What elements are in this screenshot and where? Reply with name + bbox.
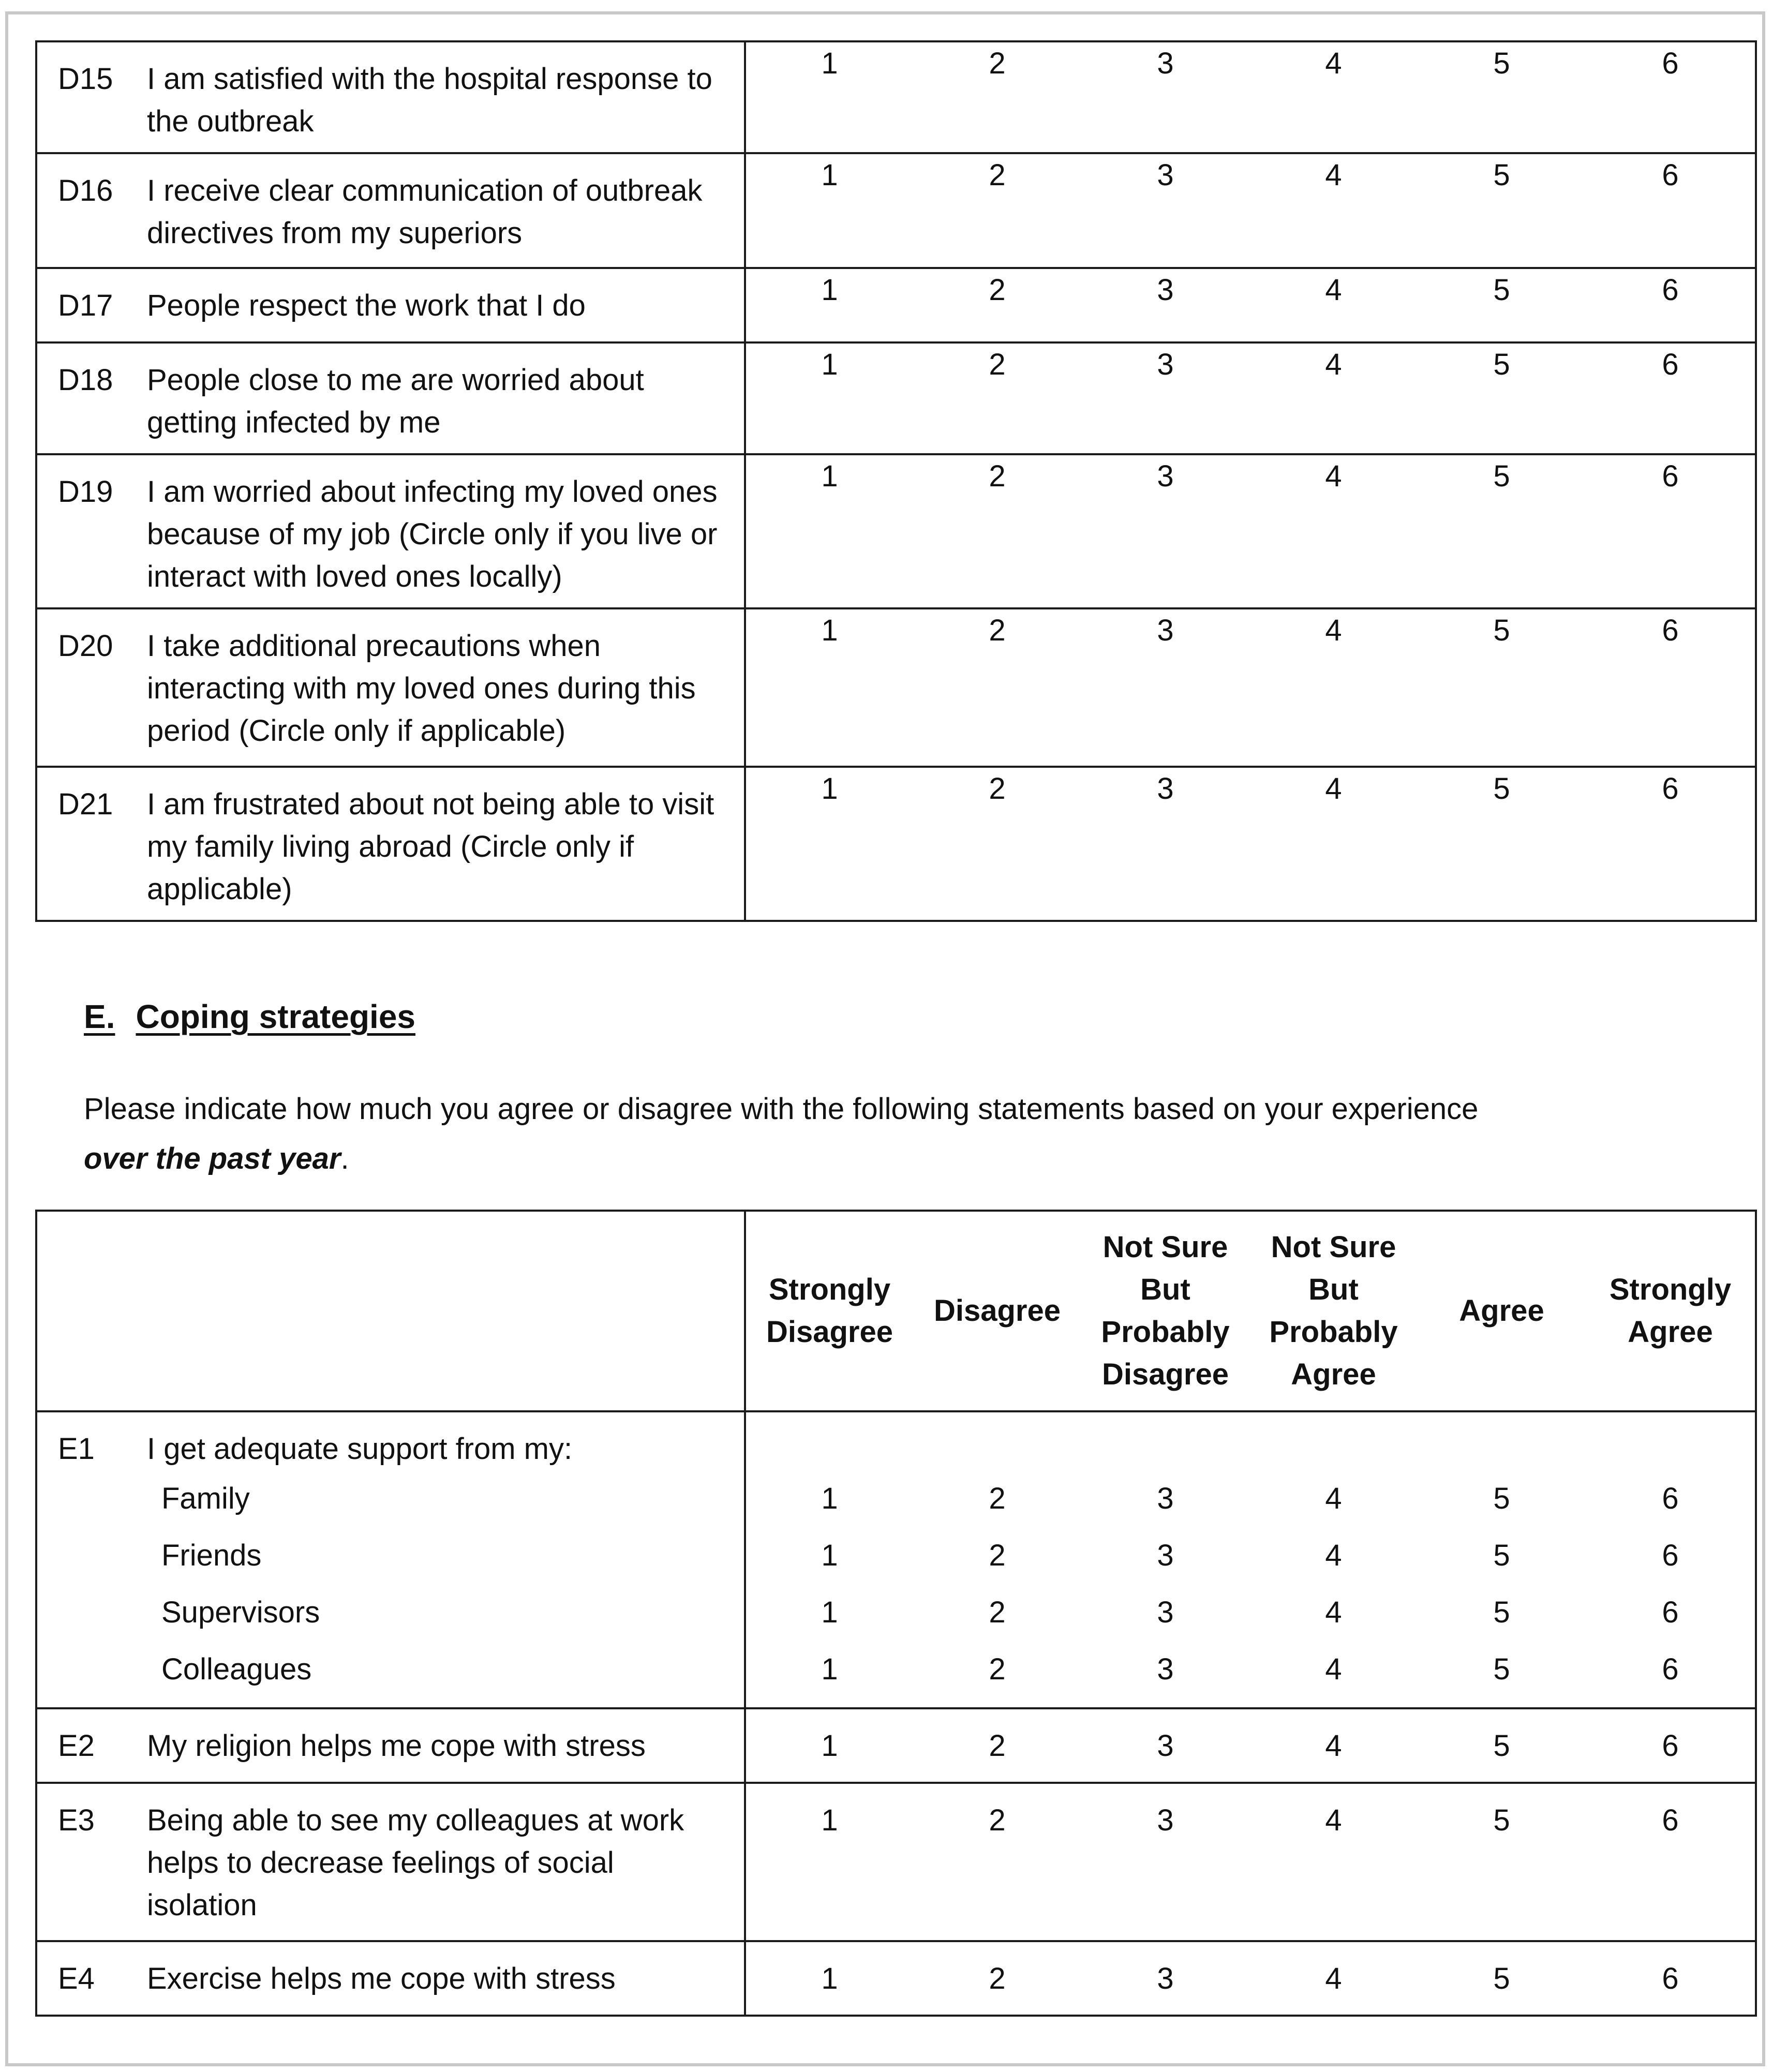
- question-text: I take additional precautions when interacting with my loved ones during this period (Circle only if applicable): [147, 629, 696, 748]
- header-not-sure-probably-disagree: Not Sure But Probably Disagree: [1081, 1211, 1249, 1411]
- question-cell: [36, 41, 745, 153]
- rating-option-5[interactable]: 5: [1418, 608, 1586, 767]
- rating-option-4[interactable]: 4: [1249, 1941, 1418, 2016]
- rating-option-4[interactable]: 4: [1325, 1596, 1342, 1629]
- rating-option-3[interactable]: 3: [1081, 608, 1249, 767]
- rating-option-1[interactable]: 1: [745, 153, 913, 268]
- rating-option-4[interactable]: 4: [1325, 1482, 1342, 1515]
- rating-option-3[interactable]: 3: [1081, 1941, 1249, 2016]
- rating-option-4[interactable]: 4: [1249, 608, 1418, 767]
- sub-item-label: Friends: [161, 1539, 262, 1572]
- rating-option-5[interactable]: 5: [1418, 454, 1586, 608]
- rating-option-2[interactable]: 2: [913, 268, 1081, 342]
- rating-option-6[interactable]: 6: [1662, 1539, 1679, 1572]
- rating-option-2[interactable]: 2: [913, 153, 1081, 268]
- question-text: Being able to see my colleagues at work helps to decrease feelings of social isolation: [147, 1803, 684, 1922]
- rating-option-2[interactable]: 2: [989, 1539, 1006, 1572]
- rating-option-5[interactable]: 5: [1418, 153, 1586, 268]
- rating-option-6[interactable]: 6: [1586, 608, 1756, 767]
- instructions-emphasis: over the past year: [84, 1142, 341, 1175]
- sub-item-label: Supervisors: [161, 1596, 320, 1629]
- rating-option-2[interactable]: 2: [913, 608, 1081, 767]
- rating-option-3[interactable]: 3: [1081, 41, 1249, 153]
- question-id: D19: [58, 475, 113, 509]
- rating-option-5[interactable]: 5: [1418, 1941, 1586, 2016]
- question-id: D15: [58, 62, 113, 96]
- sub-item-label: Colleagues: [161, 1652, 312, 1686]
- support-sub-items: [37, 1470, 744, 1707]
- rating-option-1[interactable]: 1: [745, 1783, 913, 1941]
- question-id: D20: [58, 629, 113, 663]
- rating-option-1[interactable]: 1: [745, 1708, 913, 1783]
- header-disagree: Disagree: [913, 1211, 1081, 1411]
- header-not-sure-probably-agree: Not Sure But Probably Agree: [1249, 1211, 1418, 1411]
- rating-option-1[interactable]: 1: [745, 767, 913, 921]
- rating-option-6[interactable]: 6: [1662, 1482, 1679, 1515]
- question-text: People close to me are worried about getting infected by me: [147, 363, 644, 439]
- rating-option-6[interactable]: 6: [1586, 1708, 1756, 1783]
- rating-column-5: [1418, 1411, 1586, 1708]
- section-e-letter: E.: [84, 998, 115, 1035]
- rating-option-2[interactable]: 2: [913, 767, 1081, 921]
- rating-option-6[interactable]: 6: [1586, 1941, 1756, 2016]
- header-strongly-agree: Strongly Agree: [1586, 1211, 1756, 1411]
- rating-column-4: [1249, 1411, 1418, 1708]
- rating-option-4[interactable]: 4: [1249, 268, 1418, 342]
- rating-option-2[interactable]: 2: [989, 1652, 1006, 1686]
- section-e-rows: [36, 1411, 1756, 2016]
- rating-option-5[interactable]: 5: [1493, 1539, 1510, 1572]
- header-blank-cell: [36, 1211, 745, 1411]
- rating-option-3[interactable]: 3: [1081, 767, 1249, 921]
- rating-option-4[interactable]: 4: [1249, 454, 1418, 608]
- rating-option-2[interactable]: 2: [989, 1596, 1006, 1629]
- rating-option-2[interactable]: 2: [913, 1708, 1081, 1783]
- rating-option-6[interactable]: 6: [1586, 342, 1756, 454]
- rating-option-2[interactable]: 2: [913, 1941, 1081, 2016]
- rating-column-3: [1081, 1411, 1249, 1708]
- rating-option-1[interactable]: 1: [821, 1652, 838, 1686]
- rating-option-3[interactable]: 3: [1157, 1652, 1174, 1686]
- rating-option-5[interactable]: 5: [1418, 41, 1586, 153]
- header-strongly-disagree: Strongly Disagree: [745, 1211, 913, 1411]
- document-page: [5, 11, 1765, 2066]
- rating-option-5[interactable]: 5: [1418, 268, 1586, 342]
- question-id: E2: [58, 1729, 95, 1763]
- question-id: D16: [58, 174, 113, 207]
- rating-column-6: [1586, 1411, 1756, 1708]
- question-text: I receive clear communication of outbreak directives from my superiors: [147, 174, 703, 250]
- instructions-suffix: .: [340, 1142, 349, 1175]
- rating-option-6[interactable]: 6: [1586, 153, 1756, 268]
- rating-option-1[interactable]: 1: [745, 268, 913, 342]
- question-cell: [36, 1783, 745, 1941]
- rating-option-4[interactable]: 4: [1249, 1708, 1418, 1783]
- rating-option-4[interactable]: 4: [1249, 342, 1418, 454]
- rating-option-6[interactable]: 6: [1662, 1652, 1679, 1686]
- question-id: E3: [58, 1803, 95, 1837]
- question-text: I am satisfied with the hospital response to the outbreak: [147, 62, 712, 138]
- section-d-rows: [36, 41, 1756, 921]
- rating-option-6[interactable]: 6: [1586, 41, 1756, 153]
- rating-option-5[interactable]: 5: [1493, 1652, 1510, 1686]
- rating-option-3[interactable]: 3: [1157, 1596, 1174, 1629]
- rating-option-3[interactable]: 3: [1081, 153, 1249, 268]
- instructions-text: Please indicate how much you agree or disagree with the following statements based on your experience: [84, 1092, 1479, 1126]
- rating-option-1[interactable]: 1: [745, 454, 913, 608]
- rating-option-1[interactable]: 1: [821, 1539, 838, 1572]
- rating-option-5[interactable]: 5: [1418, 1708, 1586, 1783]
- rating-option-4[interactable]: 4: [1325, 1652, 1342, 1686]
- rating-option-6[interactable]: 6: [1586, 454, 1756, 608]
- question-text: I am worried about infecting my loved ones because of my job (Circle only if you live or interact with loved ones locally): [147, 475, 718, 593]
- question-id: D17: [58, 289, 113, 322]
- question-cell: [36, 767, 745, 921]
- section-e-title: Coping strategies: [136, 998, 415, 1035]
- rating-option-2[interactable]: 2: [913, 454, 1081, 608]
- rating-option-2[interactable]: 2: [989, 1482, 1006, 1515]
- rating-option-3[interactable]: 3: [1157, 1539, 1174, 1572]
- rating-option-6[interactable]: 6: [1586, 767, 1756, 921]
- rating-option-6[interactable]: 6: [1662, 1596, 1679, 1629]
- rating-option-1[interactable]: 1: [745, 608, 913, 767]
- question-row-d16: [36, 153, 1756, 268]
- rating-option-2[interactable]: 2: [913, 342, 1081, 454]
- section-d-table: [35, 40, 1757, 922]
- question-row-e4: [36, 1941, 1756, 2016]
- rating-column-2: [913, 1411, 1081, 1708]
- question-row-d17: [36, 268, 1756, 342]
- question-cell: [36, 342, 745, 454]
- rating-option-5[interactable]: 5: [1418, 342, 1586, 454]
- question-text: Exercise helps me cope with stress: [147, 1962, 616, 1995]
- rating-option-4[interactable]: 4: [1249, 767, 1418, 921]
- rating-option-3[interactable]: 3: [1081, 1708, 1249, 1783]
- scale-header-row: [36, 1211, 1756, 1411]
- question-cell: [36, 1411, 745, 1708]
- question-text: I get adequate support from my:: [147, 1432, 573, 1466]
- question-row-d21: [36, 767, 1756, 921]
- rating-option-6[interactable]: 6: [1586, 1783, 1756, 1941]
- section-e-table: [35, 1210, 1757, 2017]
- rating-option-1[interactable]: 1: [745, 1941, 913, 2016]
- question-cell: [36, 608, 745, 767]
- section-e-instructions: [84, 1084, 1636, 1184]
- rating-option-5[interactable]: 5: [1493, 1482, 1510, 1515]
- question-row-e1: [36, 1411, 1756, 1708]
- question-row-d19: [36, 454, 1756, 608]
- question-row-d18: [36, 342, 1756, 454]
- rating-option-2[interactable]: 2: [913, 1783, 1081, 1941]
- rating-option-3[interactable]: 3: [1081, 1783, 1249, 1941]
- question-text: My religion helps me cope with stress: [147, 1729, 646, 1763]
- question-cell: [36, 153, 745, 268]
- rating-option-1[interactable]: 1: [821, 1596, 838, 1629]
- question-cell: [36, 1941, 745, 2016]
- header-agree: Agree: [1418, 1211, 1586, 1411]
- rating-option-4[interactable]: 4: [1325, 1539, 1342, 1572]
- question-id: D21: [58, 787, 113, 821]
- question-row-d15: [36, 41, 1756, 153]
- question-text: People respect the work that I do: [147, 289, 586, 322]
- question-cell: [36, 1708, 745, 1783]
- rating-option-1[interactable]: 1: [745, 342, 913, 454]
- question-row-d20: [36, 608, 1756, 767]
- rating-option-2[interactable]: 2: [913, 41, 1081, 153]
- sub-item-label: Family: [161, 1482, 250, 1515]
- question-row-e3: [36, 1783, 1756, 1941]
- rating-option-5[interactable]: 5: [1418, 767, 1586, 921]
- rating-option-4[interactable]: 4: [1249, 1783, 1418, 1941]
- rating-option-1[interactable]: 1: [821, 1482, 838, 1515]
- section-e-heading: [84, 997, 415, 1036]
- rating-option-6[interactable]: 6: [1586, 268, 1756, 342]
- rating-option-5[interactable]: 5: [1418, 1783, 1586, 1941]
- question-cell: [36, 454, 745, 608]
- rating-option-4[interactable]: 4: [1249, 153, 1418, 268]
- question-id: D18: [58, 363, 113, 397]
- rating-option-5[interactable]: 5: [1493, 1596, 1510, 1629]
- rating-option-1[interactable]: 1: [745, 41, 913, 153]
- rating-option-3[interactable]: 3: [1081, 342, 1249, 454]
- rating-option-4[interactable]: 4: [1249, 41, 1418, 153]
- question-cell: [36, 268, 745, 342]
- question-text: I am frustrated about not being able to visit my family living abroad (Circle only if applicable): [147, 787, 714, 906]
- question-row-e2: [36, 1708, 1756, 1783]
- question-id: E4: [58, 1962, 95, 1995]
- rating-option-3[interactable]: 3: [1081, 454, 1249, 608]
- rating-option-3[interactable]: 3: [1157, 1482, 1174, 1515]
- question-id: E1: [58, 1432, 95, 1466]
- rating-option-3[interactable]: 3: [1081, 268, 1249, 342]
- rating-column-1: [745, 1411, 913, 1708]
